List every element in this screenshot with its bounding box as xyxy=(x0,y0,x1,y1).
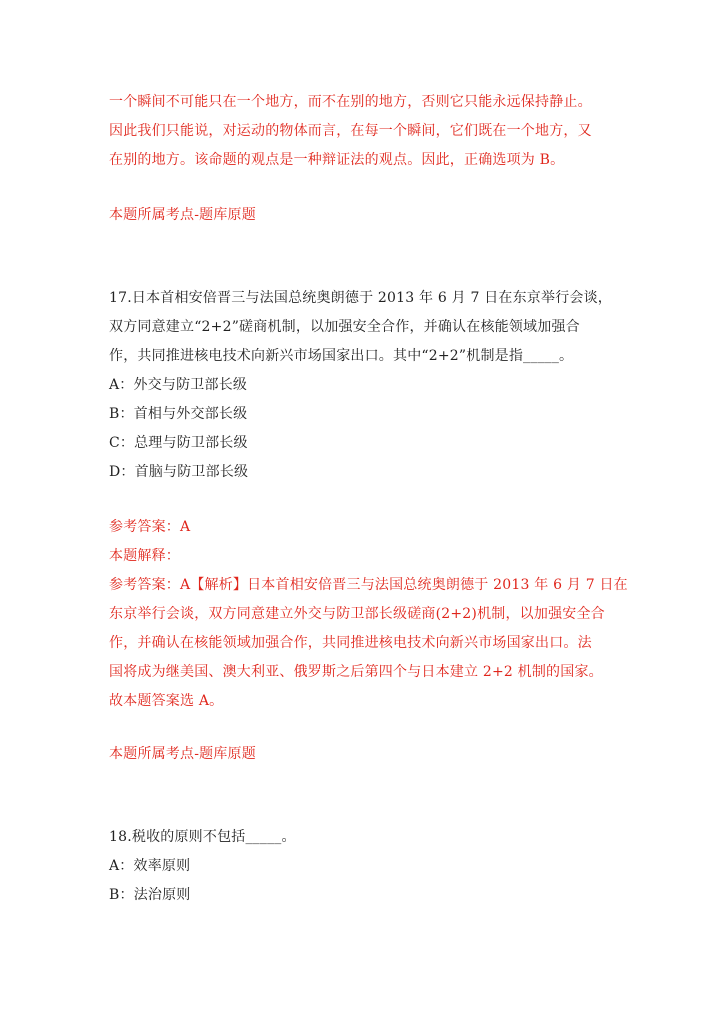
q17-stem-line: 双方同意建立“2+2”磋商机制，以加强安全合作，并确认在核能领域加强合 xyxy=(109,319,580,335)
q17-option-a: A：外交与防卫部长级 xyxy=(109,377,248,393)
q16-explanation-line: 一个瞬间不可能只在一个地方，而不在别的地方，否则它只能永远保持静止。 xyxy=(109,94,592,110)
q17-explain-heading: 本题解释： xyxy=(109,548,180,564)
q17-explanation xyxy=(109,571,628,716)
q17-option-b: B：首相与外交部长级 xyxy=(109,406,248,422)
q18-option-a: A：效率原则 xyxy=(109,858,191,874)
q16-source-tag: 本题所属考点-题库原题 xyxy=(109,207,256,223)
q18-options xyxy=(109,852,614,910)
q17-stem xyxy=(109,284,614,371)
q16-explanation xyxy=(109,88,614,175)
q17-explanation-line: 东京举行会谈，双方同意建立外交与防卫部长级磋商(2+2)机制，以加强安全合 xyxy=(109,606,605,622)
q18-option-b: B：法治原则 xyxy=(109,887,191,903)
q18-stem: 18.税收的原则不包括_____。 xyxy=(109,829,296,845)
q16-explanation-line: 在别的地方。该命题的观点是一种辩证法的观点。因此，正确选项为 B。 xyxy=(109,152,565,168)
q17-explanation-line: 故本题答案选 A。 xyxy=(109,693,224,709)
q17-option-c: C：总理与防卫部长级 xyxy=(109,435,248,451)
q17-stem-line: 作，共同推进核电技术向新兴市场国家出口。其中“2+2”机制是指_____。 xyxy=(109,348,574,364)
q17-source-tag: 本题所属考点-题库原题 xyxy=(109,746,256,762)
q17-answer: 参考答案：A xyxy=(109,519,191,535)
q17-explanation-line: 参考答案：A【解析】日本首相安倍晋三与法国总统奥朗德于 2013 年 6 月 7 日在 xyxy=(109,577,628,593)
q17-stem-line: 17.日本首相安倍晋三与法国总统奥朗德于 2013 年 6 月 7 日在东京举行会谈， xyxy=(109,290,613,306)
q17-explanation-line: 作，并确认在核能领域加强合作，共同推进核电技术向新兴市场国家出口。法 xyxy=(109,635,592,651)
q17-explanation-line: 国将成为继美国、澳大利亚、俄罗斯之后第四个与日本建立 2+2 机制的国家。 xyxy=(109,664,603,680)
q17-option-d: D：首脑与防卫部长级 xyxy=(109,464,249,480)
document-page xyxy=(109,88,628,910)
q17-options xyxy=(109,371,614,487)
q16-explanation-line: 因此我们只能说，对运动的物体而言，在每一个瞬间，它们既在一个地方，又 xyxy=(109,123,592,139)
